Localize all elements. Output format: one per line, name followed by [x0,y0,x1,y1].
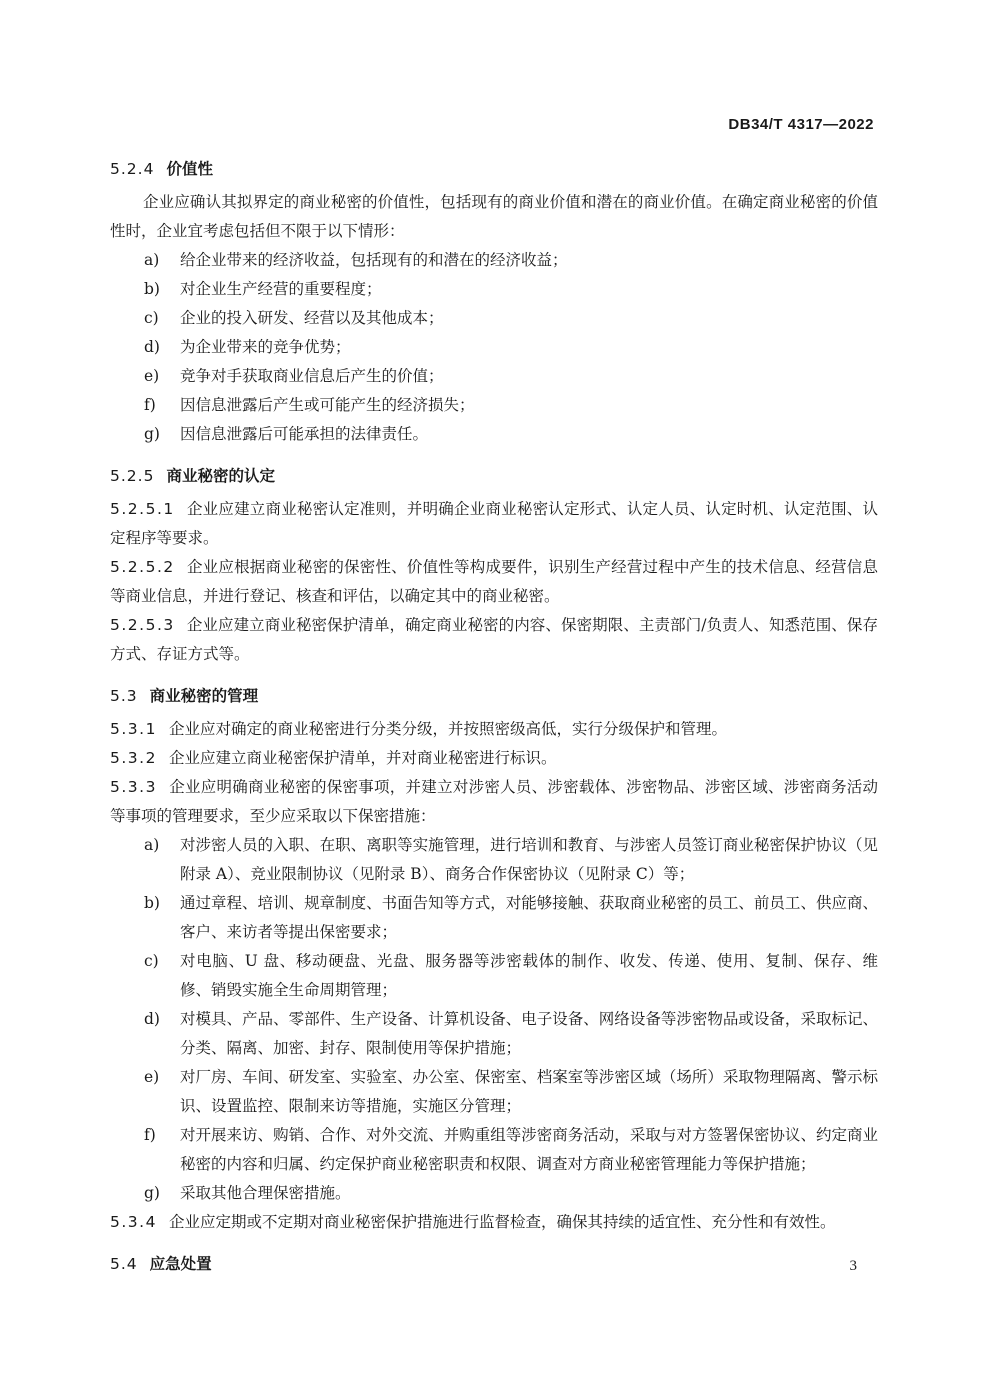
list-marker: a) [144,251,160,269]
section-title: 商业秘密的管理 [149,687,259,705]
list-value-criteria [110,246,878,449]
section-title: 应急处置 [149,1255,212,1273]
list-item [110,947,878,1005]
clause-text: 企业应定期或不定期对商业秘密保护措施进行监督检查，确保其持续的适宜性、充分性和有效性。 [168,1213,836,1231]
section-number: 5.3 [110,687,138,705]
section-title: 商业秘密的认定 [166,467,275,485]
clause-text: 企业应建立商业秘密认定准则，并明确企业商业秘密认定形式、认定人员、认定时机、认定范围、认定程序等要求。 [110,500,878,547]
page-content [110,154,878,1283]
list-item [110,1063,878,1121]
clause-5-3-2 [110,744,878,773]
list-item [110,362,878,391]
page-number: 3 [849,1258,857,1274]
list-marker: f) [144,396,156,414]
list-item [110,831,878,889]
section-heading-5-2-4 [110,154,878,184]
clause-text: 企业应建立商业秘密保护清单，并对商业秘密进行标识。 [168,749,557,767]
list-security-measures [110,831,878,1208]
list-marker: f) [144,1126,156,1144]
list-marker: d) [144,1010,160,1028]
list-item [110,275,878,304]
clause-5-3-3 [110,773,878,831]
list-marker: g) [144,1184,160,1202]
list-marker: b) [144,280,160,298]
clause-5-2-5-3 [110,611,878,669]
list-text: 对涉密人员的入职、在职、离职等实施管理，进行培训和教育、与涉密人员签订商业秘密保护协议（见附录 A）、竞业限制协议（见附录 B）、商务合作保密协议（见附录 C）等； [180,836,878,883]
clause-number: 5.2.5.2 [110,558,175,576]
list-marker: b) [144,894,160,912]
clause-number: 5.3.3 [110,778,157,796]
list-text: 企业的投入研发、经营以及其他成本； [180,309,444,327]
paragraph-value-intro: 企业应确认其拟界定的商业秘密的价值性，包括现有的商业价值和潜在的商业价值。在确定商业秘密的价值性时，企业宜考虑包括但不限于以下情形： [110,193,878,240]
section-number: 5.4 [110,1255,138,1273]
list-marker: a) [144,836,160,854]
list-marker: e) [144,367,160,385]
clause-5-3-1 [110,715,878,744]
list-text: 给企业带来的经济收益，包括现有的和潜在的经济收益； [180,251,568,269]
list-marker: c) [144,309,159,327]
list-text: 通过章程、培训、规章制度、书面告知等方式，对能够接触、获取商业秘密的员工、前员工、供应商、客户、来访者等提出保密要求； [180,894,878,941]
clause-5-3-4 [110,1208,878,1237]
list-text: 因信息泄露后可能承担的法律责任。 [180,425,429,443]
clause-text: 企业应根据商业秘密的保密性、价值性等构成要件，识别生产经营过程中产生的技术信息、经营信息等商业信息，并进行登记、核查和评估，以确定其中的商业秘密。 [110,558,878,605]
list-text: 因信息泄露后产生或可能产生的经济损失； [180,396,475,414]
list-text: 对模具、产品、零部件、生产设备、计算机设备、电子设备、网络设备等涉密物品或设备，采取标记、分类、隔离、加密、封存、限制使用等保护措施； [180,1010,878,1057]
list-marker: e) [144,1068,160,1086]
clause-text: 企业应对确定的商业秘密进行分类分级，并按照密级高低，实行分级保护和管理。 [168,720,727,738]
list-marker: c) [144,952,159,970]
list-item [110,1121,878,1179]
clause-number: 5.3.4 [110,1213,157,1231]
list-text: 对厂房、车间、研发室、实验室、办公室、保密室、档案室等涉密区域（场所）采取物理隔离、警示标识、设置监控、限制来访等措施，实施区分管理； [180,1068,878,1115]
clause-number: 5.2.5.1 [110,500,175,518]
standard-number: DB34/T 4317—2022 [728,116,874,133]
section-heading-5-4 [110,1249,878,1279]
clause-text: 企业应明确商业秘密的保密事项，并建立对涉密人员、涉密载体、涉密物品、涉密区域、涉密商务活动等事项的管理要求，至少应采取以下保密措施： [110,778,878,825]
section-heading-5-3 [110,681,878,711]
list-item [110,246,878,275]
list-item [110,1179,878,1208]
clause-number: 5.2.5.3 [110,616,175,634]
list-marker: g) [144,425,160,443]
list-text: 对企业生产经营的重要程度； [180,280,382,298]
clause-5-2-5-1 [110,495,878,553]
list-item [110,1005,878,1063]
list-item [110,420,878,449]
list-marker: d) [144,338,160,356]
list-text: 为企业带来的竞争优势； [180,338,351,356]
clause-number: 5.3.2 [110,749,157,767]
clause-5-2-5-2 [110,553,878,611]
list-text: 竞争对手获取商业信息后产生的价值； [180,367,444,385]
section-heading-5-2-5 [110,461,878,491]
list-text: 采取其他合理保密措施。 [180,1184,351,1202]
section-title: 价值性 [166,160,213,178]
list-item [110,333,878,362]
list-text: 对开展来访、购销、合作、对外交流、并购重组等涉密商务活动，采取与对方签署保密协议、约定商业秘密的内容和归属、约定保护商业秘密职责和权限、调查对方商业秘密管理能力等保护措施； [180,1126,878,1173]
section-number: 5.2.4 [110,160,155,178]
clause-text: 企业应建立商业秘密保护清单，确定商业秘密的内容、保密期限、主责部门/负责人、知悉范围、保存方式、存证方式等。 [110,616,878,663]
list-text: 对电脑、U 盘、移动硬盘、光盘、服务器等涉密载体的制作、收发、传递、使用、复制、保存、维修、销毁实施全生命周期管理； [180,952,878,999]
section-number: 5.2.5 [110,467,155,485]
list-item [110,304,878,333]
clause-number: 5.3.1 [110,720,157,738]
list-item [110,889,878,947]
list-item [110,391,878,420]
